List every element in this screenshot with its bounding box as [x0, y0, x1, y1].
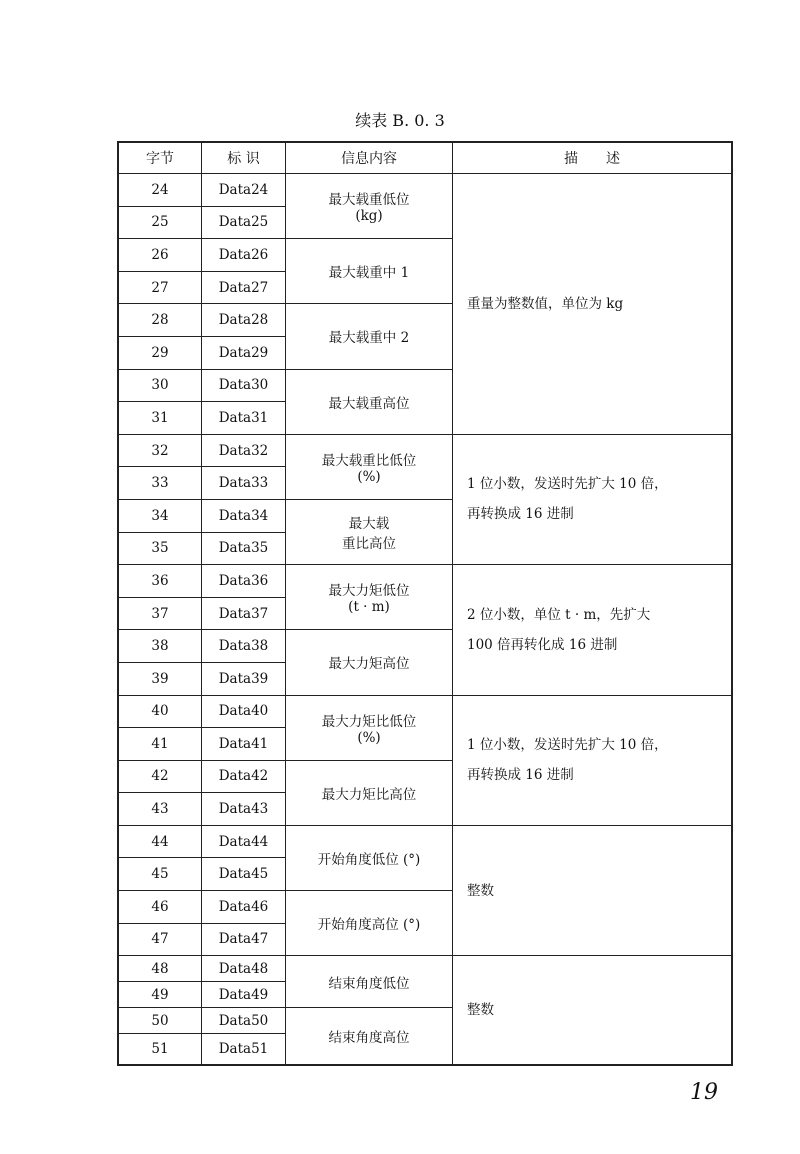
byte-cell: 43: [118, 793, 202, 826]
byte-cell: 39: [118, 662, 202, 695]
byte-cell: 41: [118, 728, 202, 761]
byte-cell: 37: [118, 597, 202, 630]
description-cell: 2 位小数，单位 t · m，先扩大 100 倍再转化成 16 进制: [453, 565, 733, 695]
id-cell: Data35: [202, 532, 286, 565]
id-cell: Data26: [202, 239, 286, 272]
byte-cell: 29: [118, 336, 202, 369]
id-cell: Data28: [202, 304, 286, 337]
id-cell: Data31: [202, 402, 286, 435]
info-cell: 结束角度低位: [286, 956, 453, 1008]
id-cell: Data27: [202, 271, 286, 304]
table-row: [118, 825, 732, 858]
id-cell: Data25: [202, 206, 286, 239]
table-row: [118, 695, 732, 728]
id-cell: Data37: [202, 597, 286, 630]
byte-cell: 36: [118, 565, 202, 598]
byte-cell: 38: [118, 630, 202, 663]
header-info: 信息内容: [286, 142, 453, 174]
description-cell: 整数: [453, 956, 733, 1065]
byte-cell: 30: [118, 369, 202, 402]
info-cell: 最大载重低位 (kg): [286, 174, 453, 239]
header-byte: 字节: [118, 142, 202, 174]
id-cell: Data34: [202, 499, 286, 532]
info-cell: 最大力矩低位 (t · m): [286, 565, 453, 630]
byte-cell: 26: [118, 239, 202, 272]
info-cell: 最大载重比低位 (%): [286, 434, 453, 499]
byte-cell: 35: [118, 532, 202, 565]
byte-cell: 34: [118, 499, 202, 532]
id-cell: Data42: [202, 760, 286, 793]
byte-cell: 47: [118, 923, 202, 956]
id-cell: Data39: [202, 662, 286, 695]
byte-cell: 44: [118, 825, 202, 858]
id-cell: Data29: [202, 336, 286, 369]
table-row: [118, 434, 732, 467]
header-id: 标 识: [202, 142, 286, 174]
description-cell: 重量为整数值，单位为 kg: [453, 174, 733, 435]
info-cell: 结束角度高位: [286, 1008, 453, 1065]
table-caption: 续表 B. 0. 3: [355, 111, 445, 130]
info-cell: 最大载重中 1: [286, 239, 453, 304]
byte-cell: 48: [118, 956, 202, 982]
description-cell: 1 位小数，发送时先扩大 10 倍， 再转换成 16 进制: [453, 695, 733, 825]
page-number: 19: [690, 1080, 718, 1105]
header-desc: 描 述: [453, 142, 733, 174]
id-cell: Data45: [202, 858, 286, 891]
byte-cell: 45: [118, 858, 202, 891]
byte-cell: 33: [118, 467, 202, 500]
id-cell: Data36: [202, 565, 286, 598]
info-cell: 最大力矩比低位 (%): [286, 695, 453, 760]
byte-cell: 51: [118, 1034, 202, 1065]
info-cell: 最大力矩高位: [286, 630, 453, 695]
byte-cell: 50: [118, 1008, 202, 1034]
table-row: [118, 956, 732, 982]
byte-cell: 27: [118, 271, 202, 304]
byte-cell: 40: [118, 695, 202, 728]
id-cell: Data24: [202, 174, 286, 207]
id-cell: Data38: [202, 630, 286, 663]
id-cell: Data50: [202, 1008, 286, 1034]
id-cell: Data43: [202, 793, 286, 826]
id-cell: Data47: [202, 923, 286, 956]
id-cell: Data48: [202, 956, 286, 982]
info-cell: 最大载重高位: [286, 369, 453, 434]
description-cell: 1 位小数，发送时先扩大 10 倍， 再转换成 16 进制: [453, 434, 733, 564]
info-cell: 最大载重中 2: [286, 304, 453, 369]
description-cell: 整数: [453, 825, 733, 955]
byte-cell: 32: [118, 434, 202, 467]
byte-cell: 49: [118, 982, 202, 1008]
info-cell: 开始角度低位 (°): [286, 825, 453, 890]
id-cell: Data51: [202, 1034, 286, 1065]
id-cell: Data41: [202, 728, 286, 761]
data-table: [117, 141, 733, 1066]
table-row: [118, 565, 732, 598]
id-cell: Data32: [202, 434, 286, 467]
table-row: [118, 174, 732, 207]
id-cell: Data46: [202, 891, 286, 924]
id-cell: Data30: [202, 369, 286, 402]
info-cell: 最大力矩比高位: [286, 760, 453, 825]
id-cell: Data49: [202, 982, 286, 1008]
byte-cell: 28: [118, 304, 202, 337]
byte-cell: 46: [118, 891, 202, 924]
byte-cell: 24: [118, 174, 202, 207]
id-cell: Data44: [202, 825, 286, 858]
byte-cell: 42: [118, 760, 202, 793]
byte-cell: 25: [118, 206, 202, 239]
info-cell: 最大载 重比高位: [286, 499, 453, 564]
byte-cell: 31: [118, 402, 202, 435]
id-cell: Data33: [202, 467, 286, 500]
info-cell: 开始角度高位 (°): [286, 891, 453, 956]
id-cell: Data40: [202, 695, 286, 728]
